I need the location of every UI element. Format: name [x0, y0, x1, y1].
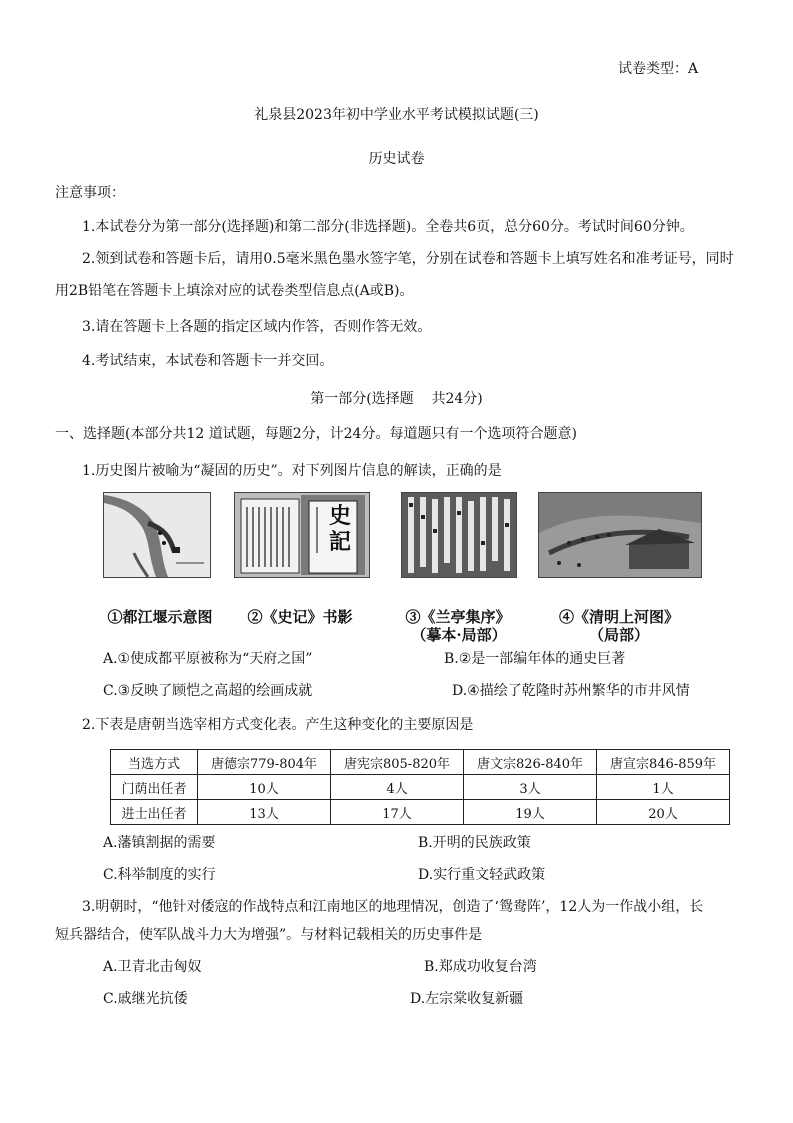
table-header-cell: 当选方式: [111, 750, 198, 775]
table-cell: 进士出任者: [111, 800, 198, 825]
note-item-3: 3.请在答题卡上各题的指定区域内作答，否则作答无效。: [82, 319, 432, 335]
table-header-cell: 唐宪宗805-820年: [331, 750, 464, 775]
q1-option-c: C.③反映了顾恺之高超的绘画成就: [103, 683, 313, 699]
chancellor-selection-table: [110, 749, 730, 825]
table-header-cell: 唐德宗779-804年: [198, 750, 331, 775]
q2-stem: 2.下表是唐朝当选宰相方式变化表。产生这种变化的主要原因是: [82, 717, 474, 733]
shiji-book-image: [234, 492, 370, 578]
q3-stem-line1: 3.明朝时，“他针对倭寇的作战特点和江南地区的地理情况，创造了‘鸳鸯阵’，12人为一作战小组，长: [82, 899, 704, 915]
note-item-4: 4.考试结束，本试卷和答题卡一并交回。: [82, 353, 334, 369]
q1-option-d: D.④描绘了乾隆时苏州繁华的市井风情: [452, 683, 690, 699]
table-row: [111, 775, 730, 800]
qingming-painting-image: [538, 492, 702, 578]
q3-option-d: D.左宗棠收复新疆: [410, 991, 524, 1007]
table-cell: 13人: [198, 800, 331, 825]
q1-option-a: A.①使成都平原被称为“天府之国”: [103, 651, 313, 667]
q1-option-b: B.②是一部编年体的通史巨著: [444, 651, 626, 667]
table-row: [111, 800, 730, 825]
note-item-2-cont: 用2B铅笔在答题卡上填涂对应的试卷类型信息点(A或B)。: [55, 283, 414, 299]
q3-option-a: A.卫青北击匈奴: [103, 959, 202, 975]
caption-qingming-sub: （局部）: [588, 626, 649, 644]
table-cell: 门荫出任者: [111, 775, 198, 800]
table-header-cell: 唐宣宗846-859年: [597, 750, 730, 775]
shiji-title-text: 史記: [329, 503, 352, 555]
q2-option-d: D.实行重文轻武政策: [418, 867, 546, 883]
table-header-cell: 唐文宗826-840年: [464, 750, 597, 775]
caption-qingming: ④《清明上河图》: [558, 608, 679, 626]
caption-lantingxu-sub: （摹本·局部）: [411, 626, 507, 644]
table-cell: 1人: [597, 775, 730, 800]
section1-heading: 一、选择题(本部分共12 道试题，每题2分，计24分。每道题只有一个选项符合题意): [55, 426, 577, 442]
table-cell: 19人: [464, 800, 597, 825]
caption-dujiangyan: ①都江堰示意图: [107, 608, 213, 626]
q3-option-b: B.郑成功收复台湾: [424, 959, 537, 975]
paper-type-label: 试卷类型：A: [618, 61, 699, 77]
caption-lantingxu: ③《兰亭集序》: [405, 608, 511, 626]
q1-stem: 1.历史图片被喻为“凝固的历史”。对下列图片信息的解读，正确的是: [82, 463, 502, 479]
table-cell: 4人: [331, 775, 464, 800]
q2-option-b: B.开明的民族政策: [418, 835, 531, 851]
q2-option-c: C.科举制度的实行: [103, 867, 216, 883]
notes-heading: 注意事项：: [55, 185, 125, 201]
caption-shiji: ②《史记》书影: [247, 608, 353, 626]
part1-title: 第一部分(选择题 共24分): [310, 391, 483, 407]
table-header-row: [111, 750, 730, 775]
note-item-1: 1.本试卷分为第一部分(选择题)和第二部分(非选择题)。全卷共6页，总分60分。考试时间60分钟。: [82, 219, 694, 235]
dujiangyan-map-image: [103, 492, 211, 578]
lantingxu-image: [401, 492, 517, 578]
q2-option-a: A.藩镇割据的需要: [103, 835, 216, 851]
exam-subtitle: 历史试卷: [368, 151, 425, 167]
exam-title: 礼泉县2023年初中学业水平考试模拟试题(三): [254, 107, 539, 123]
table-cell: 10人: [198, 775, 331, 800]
q3-stem-line2: 短兵器结合，使军队战斗力大为增强”。与材料记载相关的历史事件是: [55, 927, 483, 943]
note-item-2: 2.领到试卷和答题卡后，请用0.5毫米黑色墨水签字笔，分别在试卷和答题卡上填写姓名和准考证号，同时: [82, 251, 734, 267]
table-cell: 17人: [331, 800, 464, 825]
q3-option-c: C.戚继光抗倭: [103, 991, 188, 1007]
table-cell: 20人: [597, 800, 730, 825]
table-cell: 3人: [464, 775, 597, 800]
